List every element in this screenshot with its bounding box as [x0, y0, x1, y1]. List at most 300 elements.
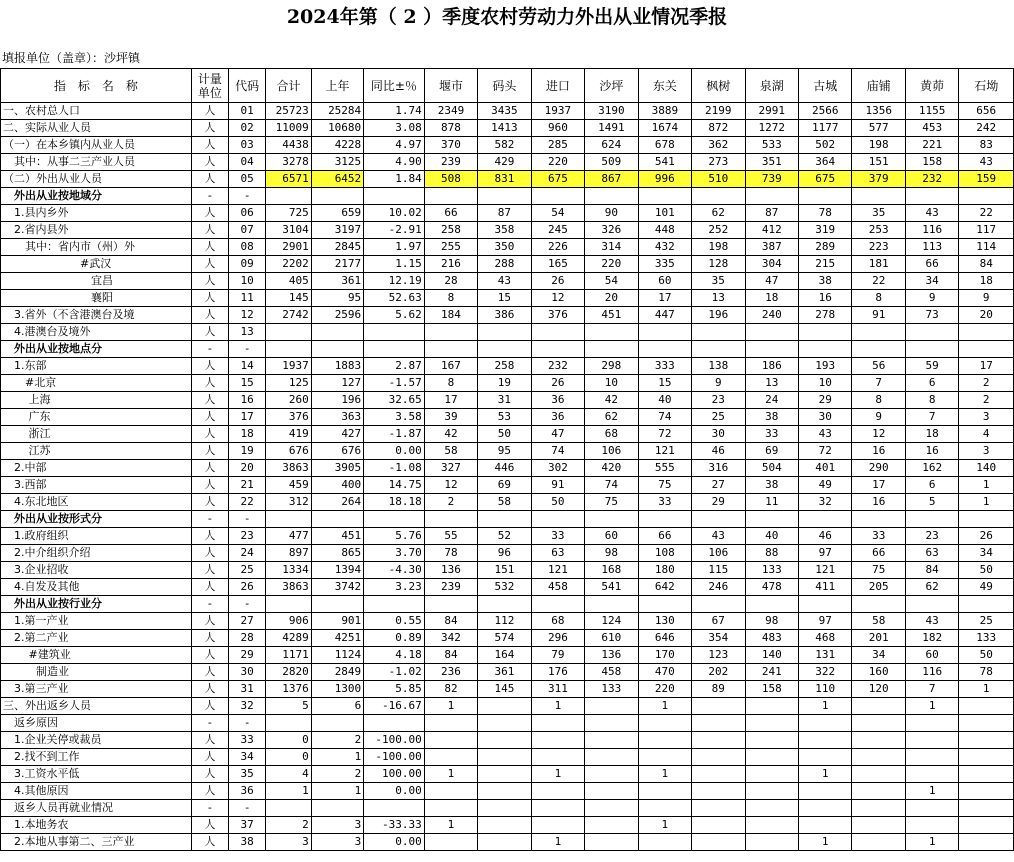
data-cell: 162 [905, 460, 958, 477]
data-cell [585, 800, 638, 817]
row-label: 3.省外（不含港澳台及境 [1, 307, 192, 324]
data-cell: 4251 [311, 630, 363, 647]
data-cell: 582 [478, 137, 531, 154]
data-cell [531, 800, 584, 817]
data-cell: 33 [852, 528, 905, 545]
row-code: - [229, 800, 266, 817]
data-cell: 120 [852, 681, 905, 698]
data-cell: 419 [266, 426, 311, 443]
column-header: 枫树 [692, 69, 745, 103]
table-row [1, 511, 1014, 528]
data-cell: 1 [799, 834, 852, 851]
row-label: #建筑业 [1, 647, 192, 664]
data-cell: 288 [478, 256, 531, 273]
data-cell [905, 800, 958, 817]
data-cell: 4438 [266, 137, 311, 154]
data-cell: 8 [852, 290, 905, 307]
row-code: 37 [229, 817, 266, 834]
data-cell: 1124 [311, 647, 363, 664]
column-header: 庙铺 [852, 69, 905, 103]
data-cell: 354 [692, 630, 745, 647]
data-cell: 115 [692, 562, 745, 579]
data-cell [531, 783, 584, 800]
row-label: 1.东部 [1, 358, 192, 375]
data-cell: 4.97 [364, 137, 425, 154]
data-cell: 95 [311, 290, 363, 307]
data-cell: 133 [745, 562, 798, 579]
data-cell: 278 [799, 307, 852, 324]
data-cell [852, 817, 905, 834]
row-label: 3.第三产业 [1, 681, 192, 698]
data-cell: 8 [905, 392, 958, 409]
data-cell: 58 [478, 494, 531, 511]
data-cell: 145 [266, 290, 311, 307]
data-cell [799, 749, 852, 766]
data-cell [424, 800, 477, 817]
data-cell [745, 783, 798, 800]
data-cell: 1 [638, 698, 691, 715]
data-cell: 72 [799, 443, 852, 460]
data-cell: 1 [959, 681, 1014, 698]
row-label: 襄阳 [1, 290, 192, 307]
data-cell [478, 341, 531, 358]
data-cell [745, 715, 798, 732]
data-cell: 411 [799, 579, 852, 596]
data-cell: 3125 [311, 154, 363, 171]
data-cell [531, 188, 584, 205]
table-row [1, 477, 1014, 494]
column-header: 计量单位 [191, 69, 228, 103]
data-cell: 1 [959, 494, 1014, 511]
data-cell: 16 [905, 443, 958, 460]
data-cell [531, 324, 584, 341]
data-cell: 1 [531, 698, 584, 715]
data-cell: 34 [852, 647, 905, 664]
header-row [1, 69, 1014, 103]
table-row [1, 579, 1014, 596]
table-row [1, 732, 1014, 749]
data-cell: 298 [585, 358, 638, 375]
data-cell [424, 511, 477, 528]
data-cell: 1177 [799, 120, 852, 137]
table-row [1, 494, 1014, 511]
data-cell: 13 [745, 375, 798, 392]
row-code: 27 [229, 613, 266, 630]
row-code: 06 [229, 205, 266, 222]
data-cell [745, 188, 798, 205]
data-cell: 335 [638, 256, 691, 273]
data-cell [905, 341, 958, 358]
data-cell: 91 [531, 477, 584, 494]
data-cell: 18.18 [364, 494, 425, 511]
data-cell: 1155 [905, 103, 958, 120]
data-cell: 577 [852, 120, 905, 137]
data-cell: 960 [531, 120, 584, 137]
data-cell: -2.91 [364, 222, 425, 239]
data-cell [585, 188, 638, 205]
data-cell: 0.55 [364, 613, 425, 630]
data-cell: 52 [478, 528, 531, 545]
data-cell: 387 [745, 239, 798, 256]
data-cell: 289 [799, 239, 852, 256]
data-cell [692, 800, 745, 817]
data-cell [692, 596, 745, 613]
data-cell: 533 [745, 137, 798, 154]
data-cell: 5 [905, 494, 958, 511]
data-cell [424, 834, 477, 851]
data-cell: 113 [905, 239, 958, 256]
data-cell: 0.00 [364, 783, 425, 800]
data-cell [852, 596, 905, 613]
data-cell: 304 [745, 256, 798, 273]
row-label: 上海 [1, 392, 192, 409]
row-code: - [229, 341, 266, 358]
data-cell: 11009 [266, 120, 311, 137]
data-cell [852, 732, 905, 749]
row-unit: 人 [191, 307, 228, 324]
data-cell: 290 [852, 460, 905, 477]
table-row [1, 698, 1014, 715]
data-cell: 202 [692, 664, 745, 681]
data-cell: 1 [905, 783, 958, 800]
data-cell: 312 [266, 494, 311, 511]
data-cell: 58 [424, 443, 477, 460]
data-cell [692, 817, 745, 834]
data-cell: 897 [266, 545, 311, 562]
table-row [1, 443, 1014, 460]
data-cell: 69 [745, 443, 798, 460]
data-cell: 17 [852, 477, 905, 494]
data-cell [585, 324, 638, 341]
row-label: 4.东北地区 [1, 494, 192, 511]
data-cell: 32 [799, 494, 852, 511]
data-cell: 1937 [266, 358, 311, 375]
row-label: 1.县内乡外 [1, 205, 192, 222]
table-row [1, 766, 1014, 783]
data-cell: 121 [799, 562, 852, 579]
row-label: 1.本地务农 [1, 817, 192, 834]
row-unit: 人 [191, 494, 228, 511]
data-cell: 117 [959, 222, 1014, 239]
data-cell: 18 [905, 426, 958, 443]
data-cell: 215 [799, 256, 852, 273]
data-cell: 7 [905, 409, 958, 426]
data-cell: 236 [424, 664, 477, 681]
data-cell: 164 [478, 647, 531, 664]
data-cell: 15 [638, 375, 691, 392]
data-cell: 84 [424, 613, 477, 630]
data-cell [585, 341, 638, 358]
data-cell [478, 783, 531, 800]
data-cell: 43 [959, 154, 1014, 171]
data-cell: 29 [692, 494, 745, 511]
row-unit: - [191, 715, 228, 732]
row-label: 一、农村总人口 [1, 103, 192, 120]
table-row [1, 392, 1014, 409]
data-cell: 4289 [266, 630, 311, 647]
data-cell: 165 [531, 256, 584, 273]
data-cell: 3 [311, 817, 363, 834]
data-cell: 123 [692, 647, 745, 664]
row-code: 05 [229, 171, 266, 188]
row-unit: 人 [191, 239, 228, 256]
data-cell: 47 [531, 426, 584, 443]
data-cell [585, 766, 638, 783]
data-cell: 831 [478, 171, 531, 188]
row-unit: 人 [191, 766, 228, 783]
data-cell: 364 [799, 154, 852, 171]
row-unit: 人 [191, 460, 228, 477]
row-code: - [229, 715, 266, 732]
data-cell: 121 [531, 562, 584, 579]
data-cell: 2566 [799, 103, 852, 120]
data-cell: 66 [424, 205, 477, 222]
data-cell: 108 [638, 545, 691, 562]
data-cell: 127 [311, 375, 363, 392]
data-cell [692, 698, 745, 715]
data-cell: 198 [852, 137, 905, 154]
data-cell: 4.18 [364, 647, 425, 664]
data-cell [959, 766, 1014, 783]
row-code: 03 [229, 137, 266, 154]
data-cell: 67 [692, 613, 745, 630]
data-cell: 264 [311, 494, 363, 511]
data-cell [799, 324, 852, 341]
data-cell: 0.00 [364, 443, 425, 460]
table-row [1, 137, 1014, 154]
row-label: 2.中介组织介绍 [1, 545, 192, 562]
data-cell: 252 [692, 222, 745, 239]
data-cell: 6 [905, 375, 958, 392]
data-cell: 198 [692, 239, 745, 256]
data-cell [531, 715, 584, 732]
data-cell: 2845 [311, 239, 363, 256]
data-cell [959, 341, 1014, 358]
data-cell: 9 [852, 409, 905, 426]
data-cell: 483 [745, 630, 798, 647]
data-cell: 326 [585, 222, 638, 239]
row-code: 30 [229, 664, 266, 681]
row-unit: 人 [191, 783, 228, 800]
table-row [1, 562, 1014, 579]
data-cell [799, 783, 852, 800]
data-cell: 446 [478, 460, 531, 477]
data-cell: 62 [692, 205, 745, 222]
data-cell [531, 341, 584, 358]
table-row [1, 273, 1014, 290]
row-code: 23 [229, 528, 266, 545]
row-code: 01 [229, 103, 266, 120]
data-cell: 867 [585, 171, 638, 188]
data-cell: 13 [692, 290, 745, 307]
data-cell: 1 [531, 766, 584, 783]
data-cell: 101 [638, 205, 691, 222]
data-cell: 62 [905, 579, 958, 596]
data-cell: 87 [478, 205, 531, 222]
data-cell: 5 [266, 698, 311, 715]
column-header: 石坳 [959, 69, 1014, 103]
data-cell: 678 [638, 137, 691, 154]
data-cell: 0 [266, 749, 311, 766]
data-cell: 98 [585, 545, 638, 562]
data-cell: 226 [531, 239, 584, 256]
data-cell: 878 [424, 120, 477, 137]
data-cell [959, 800, 1014, 817]
data-cell: 420 [585, 460, 638, 477]
data-cell [799, 817, 852, 834]
data-cell: 5.62 [364, 307, 425, 324]
data-cell: 10.02 [364, 205, 425, 222]
data-cell [799, 800, 852, 817]
data-cell: 555 [638, 460, 691, 477]
data-cell: 97 [799, 613, 852, 630]
row-code: 17 [229, 409, 266, 426]
column-header: 同比±％ [364, 69, 425, 103]
table-row [1, 222, 1014, 239]
data-cell: 427 [311, 426, 363, 443]
table-row [1, 545, 1014, 562]
data-cell: 478 [745, 579, 798, 596]
data-cell: 128 [692, 256, 745, 273]
data-cell: 302 [531, 460, 584, 477]
column-header: 上年 [311, 69, 363, 103]
data-cell [266, 715, 311, 732]
data-cell: 158 [745, 681, 798, 698]
data-cell: 1674 [638, 120, 691, 137]
row-unit: 人 [191, 103, 228, 120]
data-cell: 66 [852, 545, 905, 562]
data-cell [585, 715, 638, 732]
data-cell: 400 [311, 477, 363, 494]
data-cell: 58 [852, 613, 905, 630]
data-cell [531, 732, 584, 749]
row-label: 2.本地从事第二、三产业 [1, 834, 192, 851]
row-label: 4.其他原因 [1, 783, 192, 800]
data-cell [531, 817, 584, 834]
data-cell: 88 [745, 545, 798, 562]
data-cell: 82 [424, 681, 477, 698]
data-cell: 40 [745, 528, 798, 545]
data-cell [585, 817, 638, 834]
data-cell [311, 511, 363, 528]
row-code: 35 [229, 766, 266, 783]
data-cell: 145 [478, 681, 531, 698]
data-cell: 26 [531, 375, 584, 392]
row-label: 制造业 [1, 664, 192, 681]
data-cell: 106 [692, 545, 745, 562]
data-cell [638, 783, 691, 800]
data-cell: 12.19 [364, 273, 425, 290]
data-cell [478, 698, 531, 715]
row-code: 33 [229, 732, 266, 749]
row-label: 三、外出返乡人员 [1, 698, 192, 715]
data-cell [638, 511, 691, 528]
row-label: 2.省内县外 [1, 222, 192, 239]
data-cell: 196 [311, 392, 363, 409]
data-cell [692, 766, 745, 783]
data-cell: 0.00 [364, 834, 425, 851]
row-unit: - [191, 188, 228, 205]
data-cell: 25723 [266, 103, 311, 120]
data-cell [424, 341, 477, 358]
data-cell: 38 [745, 409, 798, 426]
data-cell: 2820 [266, 664, 311, 681]
data-cell [692, 341, 745, 358]
data-cell: 89 [692, 681, 745, 698]
table-row [1, 341, 1014, 358]
data-cell: 140 [959, 460, 1014, 477]
row-code: 15 [229, 375, 266, 392]
data-cell: 1 [311, 783, 363, 800]
data-cell [424, 324, 477, 341]
data-cell: 95 [478, 443, 531, 460]
data-cell: 186 [745, 358, 798, 375]
data-cell [531, 511, 584, 528]
data-cell: 659 [311, 205, 363, 222]
data-cell [692, 834, 745, 851]
data-cell: 66 [905, 256, 958, 273]
data-cell: 84 [959, 256, 1014, 273]
data-cell: 78 [959, 664, 1014, 681]
data-cell: 36 [531, 392, 584, 409]
data-cell [745, 800, 798, 817]
row-unit: 人 [191, 120, 228, 137]
data-cell [692, 324, 745, 341]
data-cell: 7 [905, 681, 958, 698]
row-code: 38 [229, 834, 266, 851]
data-cell [905, 596, 958, 613]
table-row [1, 647, 1014, 664]
data-cell [364, 188, 425, 205]
row-unit: - [191, 511, 228, 528]
data-cell [745, 324, 798, 341]
data-cell: 3905 [311, 460, 363, 477]
data-cell: 432 [638, 239, 691, 256]
data-cell: 28 [424, 273, 477, 290]
data-cell: 4 [959, 426, 1014, 443]
data-cell [852, 715, 905, 732]
row-unit: - [191, 596, 228, 613]
data-cell: 16 [852, 494, 905, 511]
data-cell: 63 [531, 545, 584, 562]
data-cell: 168 [585, 562, 638, 579]
data-cell: 136 [585, 647, 638, 664]
data-cell [266, 324, 311, 341]
row-label: #北京 [1, 375, 192, 392]
data-cell: 1171 [266, 647, 311, 664]
data-cell [638, 188, 691, 205]
reporting-unit-label: 填报单位（盖章）：沙坪镇 [2, 51, 141, 65]
data-cell [692, 732, 745, 749]
data-cell: 25 [692, 409, 745, 426]
data-cell: 2 [266, 817, 311, 834]
data-cell: 1413 [478, 120, 531, 137]
row-label: 返乡人员再就业情况 [1, 800, 192, 817]
row-code: 22 [229, 494, 266, 511]
row-unit: 人 [191, 409, 228, 426]
data-cell: 116 [905, 664, 958, 681]
data-cell [266, 188, 311, 205]
data-cell: 121 [638, 443, 691, 460]
data-cell: 125 [266, 375, 311, 392]
data-cell: 4 [266, 766, 311, 783]
row-code: 20 [229, 460, 266, 477]
data-cell: 901 [311, 613, 363, 630]
data-cell [852, 783, 905, 800]
data-cell [531, 596, 584, 613]
row-code: 11 [229, 290, 266, 307]
data-cell: 50 [531, 494, 584, 511]
